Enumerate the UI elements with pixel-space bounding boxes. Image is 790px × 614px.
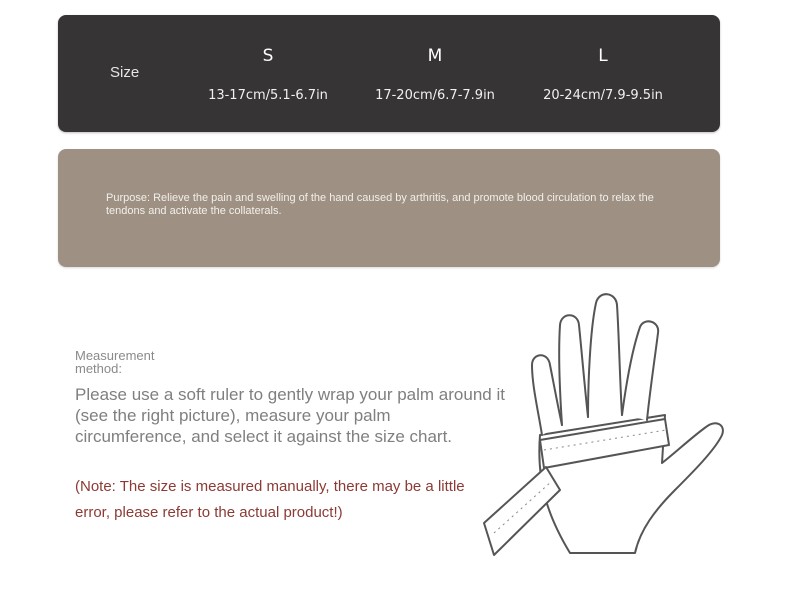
size-letter: S [262, 46, 274, 66]
size-chart-card [58, 15, 720, 132]
hand-measuring-tape-icon [470, 285, 740, 560]
size-range: 17-20cm/6.7-7.9in [375, 88, 495, 103]
size-label: Size [110, 64, 140, 81]
measurement-title: Measurement method: [75, 348, 155, 376]
measurement-note: (Note: The size is measured manually, there may be a little error, please refer to the actual product!) [75, 478, 465, 521]
size-letter: L [598, 46, 608, 66]
size-range: 20-24cm/7.9-9.5in [543, 88, 663, 103]
size-letter: M [427, 46, 443, 66]
size-range: 13-17cm/5.1-6.7in [208, 88, 328, 103]
purpose-card [58, 149, 720, 267]
measurement-instructions: Please use a soft ruler to gently wrap your palm around it (see the right picture), measure your palm circumference, and select it against the size chart. [75, 385, 505, 446]
purpose-text: Purpose: Relieve the pain and swelling of the hand caused by arthritis, and promote blood circulation to relax the tendons and activate the collaterals. [106, 192, 654, 217]
